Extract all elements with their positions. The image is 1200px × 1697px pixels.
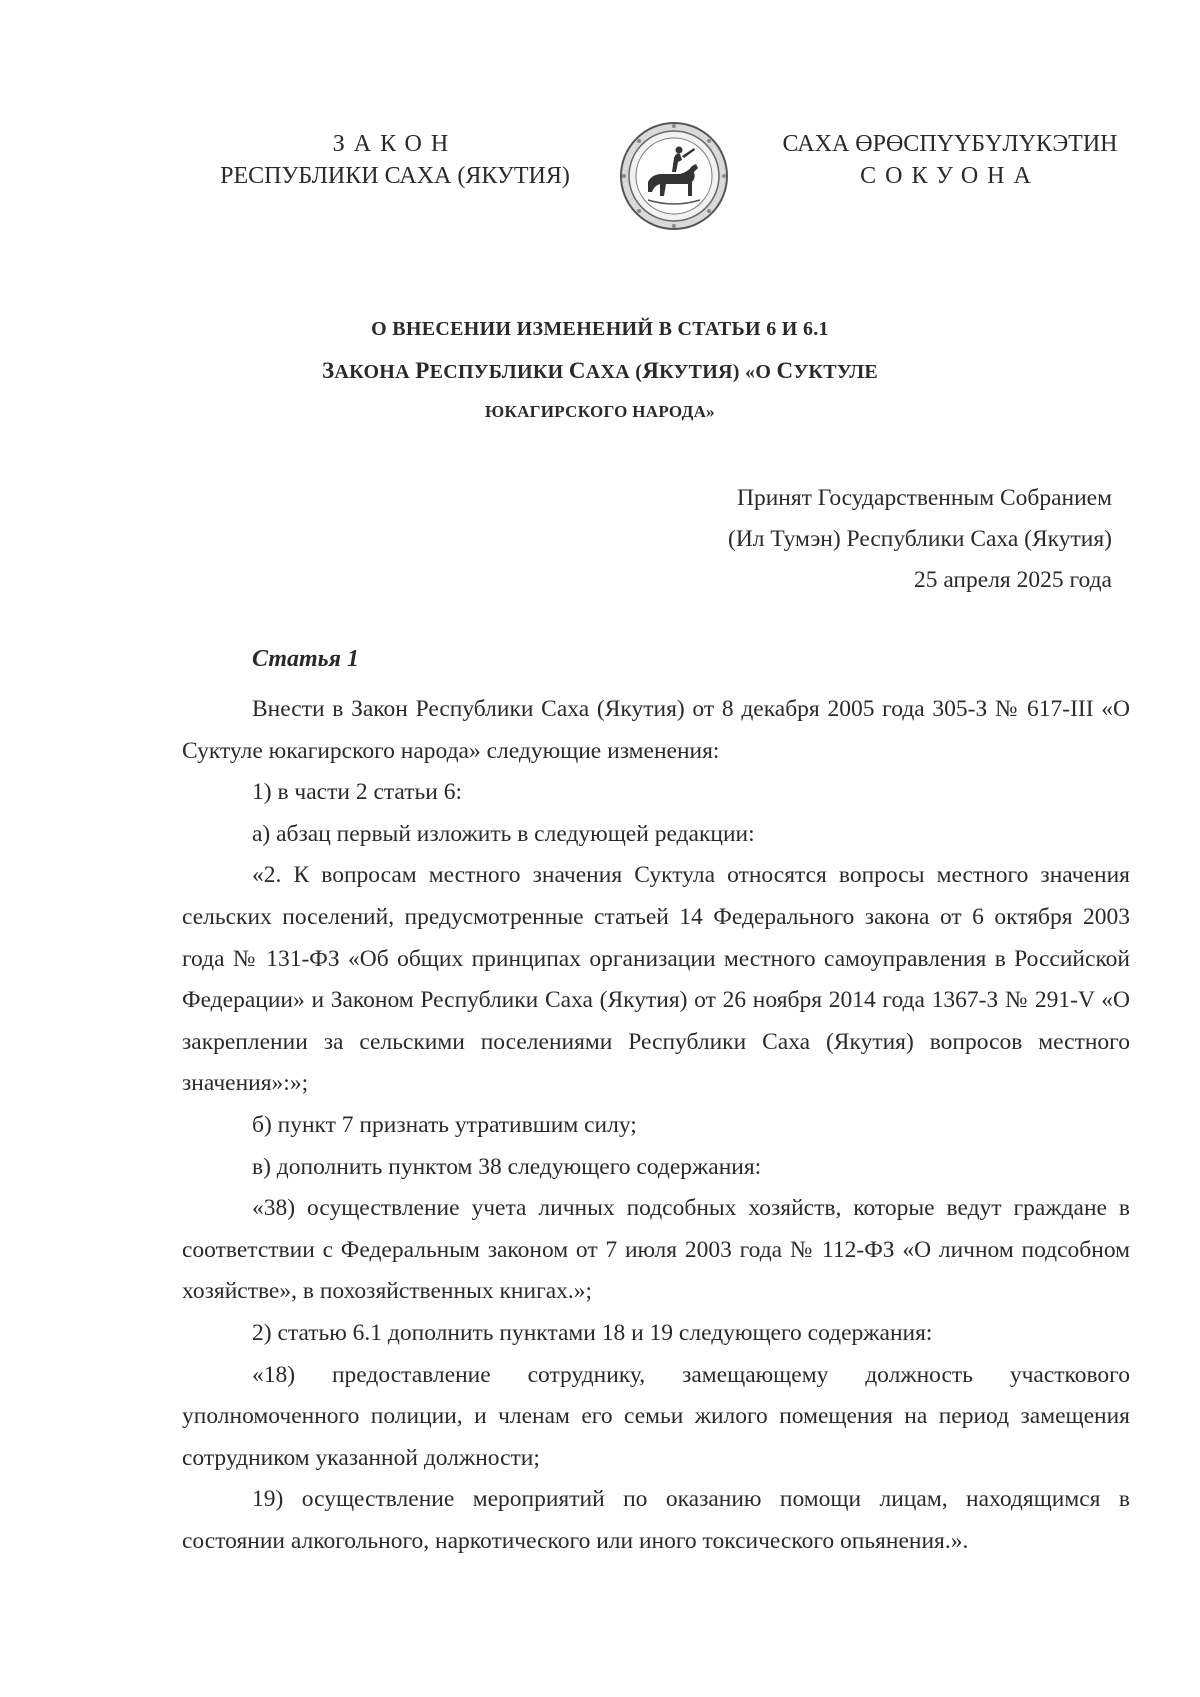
- title-line2: [150, 358, 1050, 384]
- paragraph: «18) предоставление сотруднику, замещающему должность участкового уполномоченного полиции, и членам его семьи жилого помещения на период замещения сотрудником указанной должности;: [182, 1361, 1130, 1471]
- header-right-line1: САХА ӨРӨСПҮҮБҮЛҮКЭТИН: [782, 131, 1118, 157]
- title-cap-1: З: [321, 358, 335, 383]
- coat-of-arms-emblem-icon: [618, 120, 730, 232]
- paragraph: б) пункт 7 признать утратившим силу;: [252, 1111, 637, 1138]
- title-rest-4: КУТИЯ) «О: [659, 361, 777, 383]
- title-line3: ЮКАГИРСКОГО НАРОДА»: [485, 402, 715, 421]
- adoption-line2: (Ил Тумэн) Республики Саха (Якутия): [728, 526, 1112, 552]
- paragraph: 2) статью 6.1 дополнить пунктами 18 и 19 следующего содержания:: [252, 1319, 933, 1346]
- paragraph: Внести в Закон Республики Саха (Якутия) от 8 декабря 2005 года 305-З № 617-III «О Суктуле юкагирского народа» следующие изменения:: [182, 696, 1130, 764]
- paragraph: 19) осуществление мероприятий по оказанию помощи лицам, находящимся в состоянии алкогольного, наркотического или иного токсического опьянения.».: [182, 1486, 1130, 1554]
- title-rest-3: АХА (: [585, 361, 643, 383]
- title-cap-3: С: [568, 358, 586, 383]
- header-left-line1: ЗАКОН: [332, 131, 458, 157]
- article-heading: Статья 1: [252, 646, 360, 672]
- article-body: [182, 689, 1130, 1562]
- paragraph: «38) осуществление учета личных подсобных хозяйств, которые ведут граждане в соответствии с Федеральным законом от 7 июля 2003 года № 112-ФЗ «О личном подсобном хозяйстве», в похозяйственных книгах.»;: [182, 1195, 1130, 1305]
- title-line1: О ВНЕСЕНИИ ИЗМЕНЕНИЙ В СТАТЬИ 6 И 6.1: [371, 318, 829, 340]
- header-left-line2: РЕСПУБЛИКИ САХА (ЯКУТИЯ): [220, 163, 570, 189]
- title-cap-4: Я: [642, 358, 660, 383]
- adoption-date: 25 апреля 2025 года: [913, 567, 1112, 593]
- paragraph: 1) в части 2 статьи 6:: [252, 779, 462, 806]
- paragraph: а) абзац первый изложить в следующей редакции:: [252, 820, 755, 847]
- title-cap-5: С: [776, 358, 794, 383]
- title-rest-5: УКТУЛЕ: [793, 361, 879, 383]
- adoption-line1: Принят Государственным Собранием: [736, 485, 1112, 511]
- paragraph: в) дополнить пунктом 38 следующего содержания:: [252, 1153, 762, 1180]
- title-rest-2: ЕСПУБЛИКИ: [429, 361, 569, 383]
- header-right-line2: СОКУОНА: [860, 163, 1040, 189]
- title-cap-2: Р: [415, 358, 430, 383]
- header-right: [770, 128, 1130, 192]
- header-left: [200, 128, 590, 192]
- title-rest-1: АКОНА: [334, 361, 416, 383]
- adoption-block: [512, 478, 1112, 601]
- paragraph: «2. К вопросам местного значения Суктула относятся вопросы местного значения сельских поселений, предусмотренные статьей 14 Федерального закона от 6 октября 2003 года № 131-ФЗ «Об общих принципах организации местного самоуправления в Российской Федерации» и Законом Республики Саха (Якутия) от 26 ноября 2014 года 1367-З № 291-V «О закреплении за сельскими поселениями Республики Саха (Якутия) вопросов местного значения»:»;: [182, 862, 1130, 1097]
